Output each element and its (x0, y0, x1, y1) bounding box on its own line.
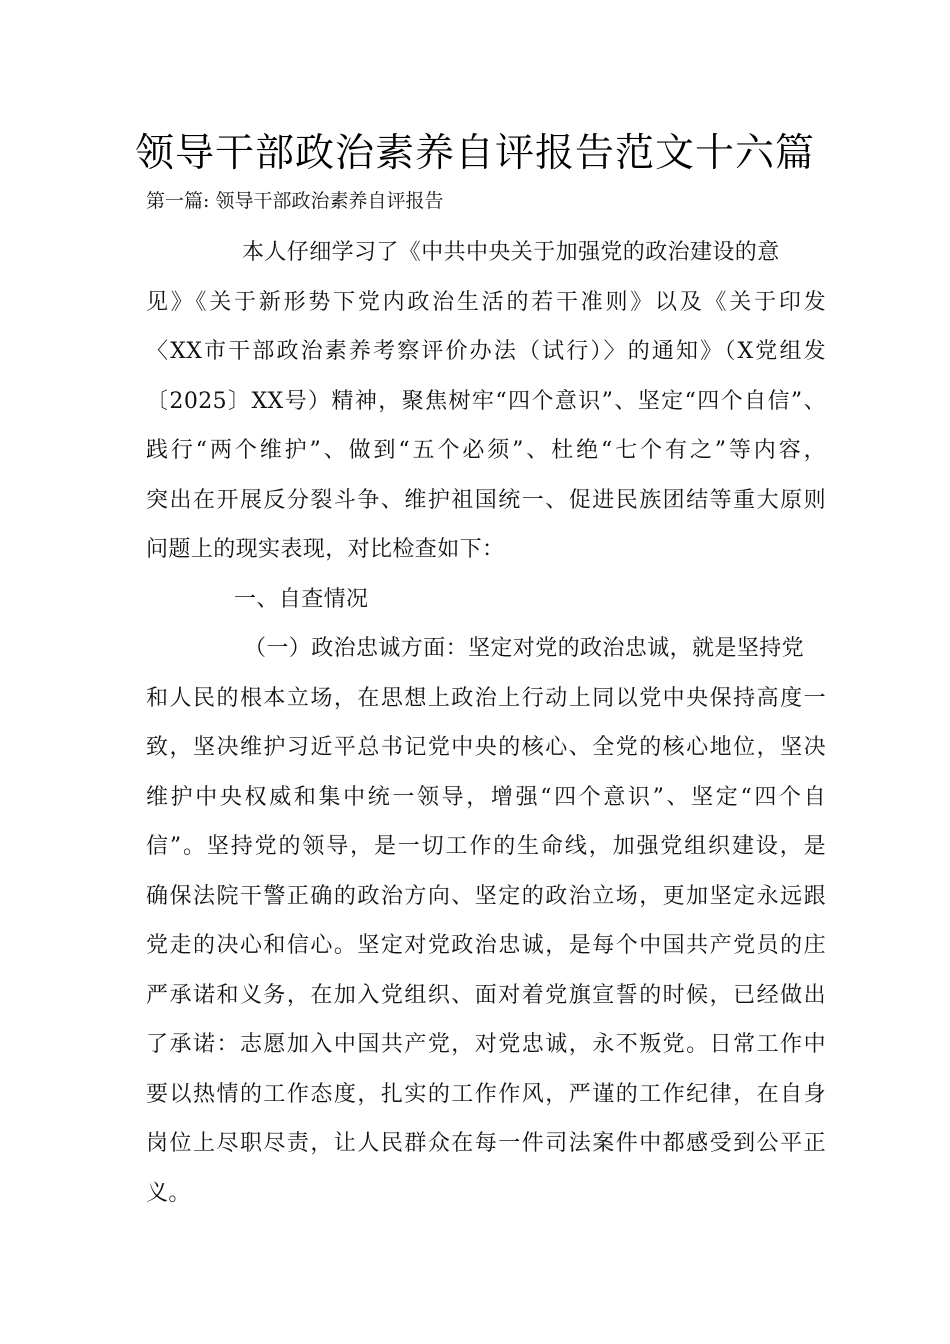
paragraph-line: 义。 (146, 1180, 191, 1206)
paragraph-line: 践行“两个维护”、做到“五个必须”、杜绝“七个有之”等内容， (146, 438, 826, 463)
paragraph-line: 确保法院干警正确的政治方向、坚定的政治立场，更加坚定永远跟 (146, 883, 826, 909)
section-heading: 第一篇: 领导干部政治素养自评报告 (146, 190, 444, 212)
paragraph-line: 本人仔细学习了《中共中央关于加强党的政治建设的意 (242, 240, 780, 265)
paragraph-line: 要以热情的工作态度，扎实的工作作风，严谨的工作纪律，在自身 (146, 1081, 826, 1107)
paragraph-line: 严承诺和义务，在加入党组织、面对着党旗宣誓的时候，已经做出 (146, 982, 826, 1008)
paragraph-line: 党走的决心和信心。坚定对党政治忠诚，是每个中国共产党员的庄 (146, 933, 826, 958)
paragraph-line: 信”。坚持党的领导，是一切工作的生命线，加强党组织建设，是 (146, 834, 826, 859)
paragraph-line: 致，坚决维护习近平总书记党中央的核心、全党的核心地位，坚决 (146, 735, 826, 760)
section-subheading: 一、自查情况 (234, 586, 369, 612)
paragraph-line: 〈XX市干部政治素养考察评价办法（试行）〉的通知》（X党组发 (146, 339, 826, 364)
document-title: 领导干部政治素养自评报告范文十六篇 (134, 131, 815, 176)
paragraph-line: 〔2025〕XX号）精神，聚焦树牢“四个意识”、坚定“四个自信”、 (146, 388, 826, 414)
document-body (146, 228, 826, 1218)
paragraph-line: 突出在开展反分裂斗争、维护祖国统一、促进民族团结等重大原则 (146, 487, 826, 513)
paragraph-line: 见》《关于新形势下党内政治生活的若干准则》以及《关于印发 (146, 289, 826, 315)
paragraph-line: 问题上的现实表现，对比检查如下： (146, 537, 505, 562)
paragraph-line: （一）政治忠诚方面：坚定对党的政治忠诚，就是坚持党 (244, 636, 805, 661)
paragraph-line: 岗位上尽职尽责，让人民群众在每一件司法案件中都感受到公平正 (146, 1131, 826, 1156)
paragraph-line: 了承诺：志愿加入中国共产党，对党忠诚，永不叛党。日常工作中 (146, 1032, 826, 1057)
paragraph-line: 和人民的根本立场，在思想上政治上行动上同以党中央保持高度一 (146, 685, 826, 711)
paragraph-line: 维护中央权威和集中统一领导，增强“四个意识”、坚定“四个自 (146, 784, 826, 810)
